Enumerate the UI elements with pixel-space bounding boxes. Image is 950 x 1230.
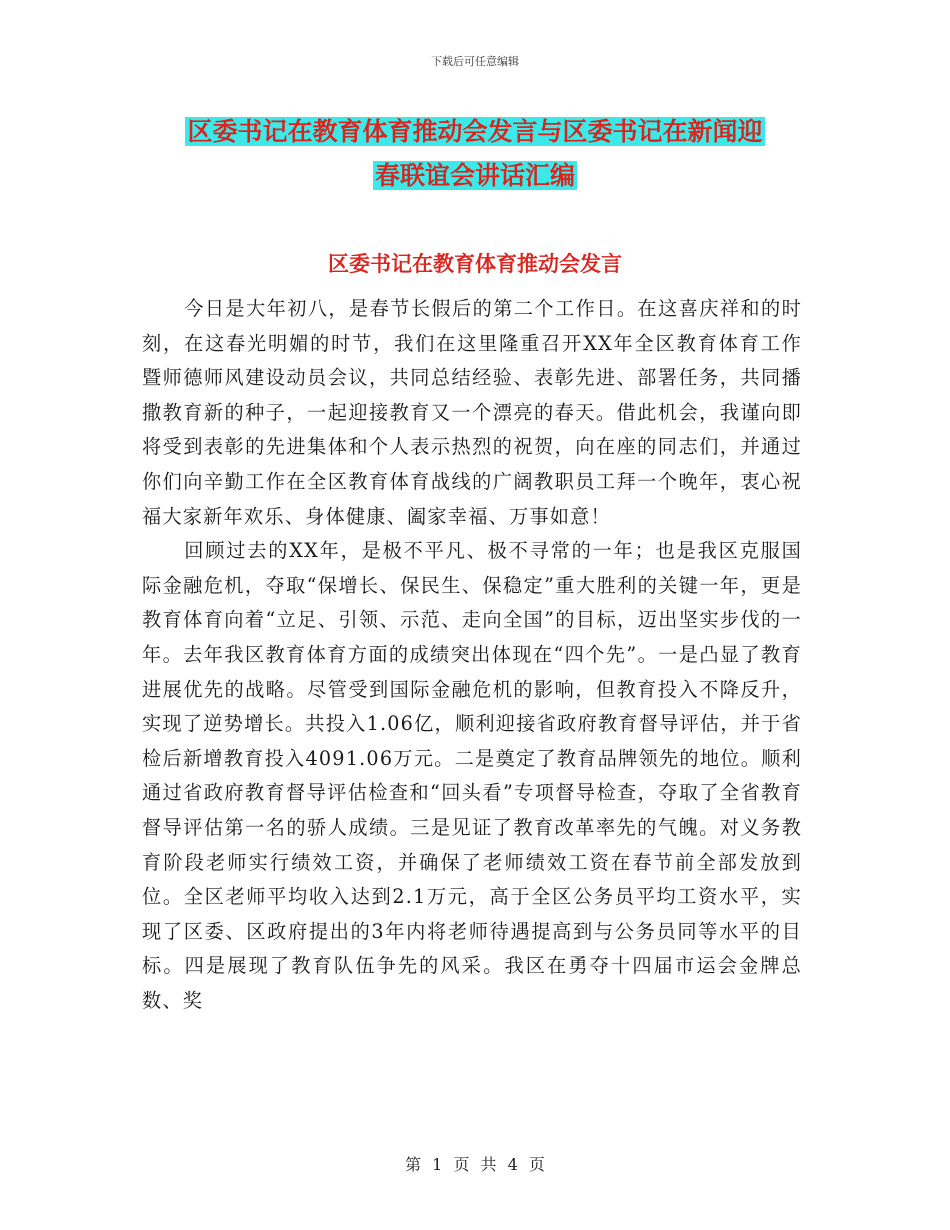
page-header-note: 下载后可任意编辑 [431,55,519,68]
body-paragraph-2: 回顾过去的XX年，是极不平凡、极不寻常的一年；也是我区克服国际金融危机，夺取“保增长、保民生、保稳定”重大胜利的关键一年，更是教育体育向着“立足、引领、示范、走向全国”的目标，迈出坚实步伐的一年。去年我区教育体育方面的成绩突出体现在“四个先”。一是凸显了教育进展优先的战略。尽管受到国际金融危机的影响，但教育投入不降反升，实现了逆势增长。共投入1.06亿，顺利迎接省政府教育督导评估，并于省检后新增教育投入4091.06万元。二是奠定了教育品牌领先的地位。顺利通过省政府教育督导评估检查和“回头看”专项督导检查，夺取了全省教育督导评估第一名的骄人成绩。三是见证了教育改革率先的气魄。对义务教育阶段老师实行绩效工资，并确保了老师绩效工资在春节前全部发放到位。全区老师平均收入达到2.1万元，高于全区公务员平均工资水平，实现了区委、区政府提出的3年内将老师待遇提高到与公务员同等水平的目标。四是展现了教育队伍争先的风采。我区在勇夺十四届市运会金牌总数、奖 [142,539,802,1012]
document-body [142,292,802,1018]
document-title-line-1: 区委书记在教育体育推动会发言与区委书记在新闻迎 [187,117,763,146]
section-title: 区委书记在教育体育推动会发言 [328,252,622,276]
page-number-footer: 第 1 页 共 4 页 [405,1155,545,1174]
document-title-line-2: 春联谊会讲话汇编 [374,161,575,190]
document-title [140,110,810,198]
body-paragraph-1: 今日是大年初八，是春节长假后的第二个工作日。在这喜庆祥和的时刻，在这春光明媚的时节，我们在这里隆重召开XX年全区教育体育工作暨师德师风建设动员会议，共同总结经验、表彰先进、部署任务，共同播撒教育新的种子，一起迎接教育又一个漂亮的春天。借此机会，我谨向即将受到表彰的先进集体和个人表示热烈的祝贺，向在座的同志们，并通过你们向辛勤工作在全区教育体育战线的广阔教职员工拜一个晚年，衷心祝福大家新年欢乐、身体健康、阖家幸福、万事如意！ [142,297,802,528]
